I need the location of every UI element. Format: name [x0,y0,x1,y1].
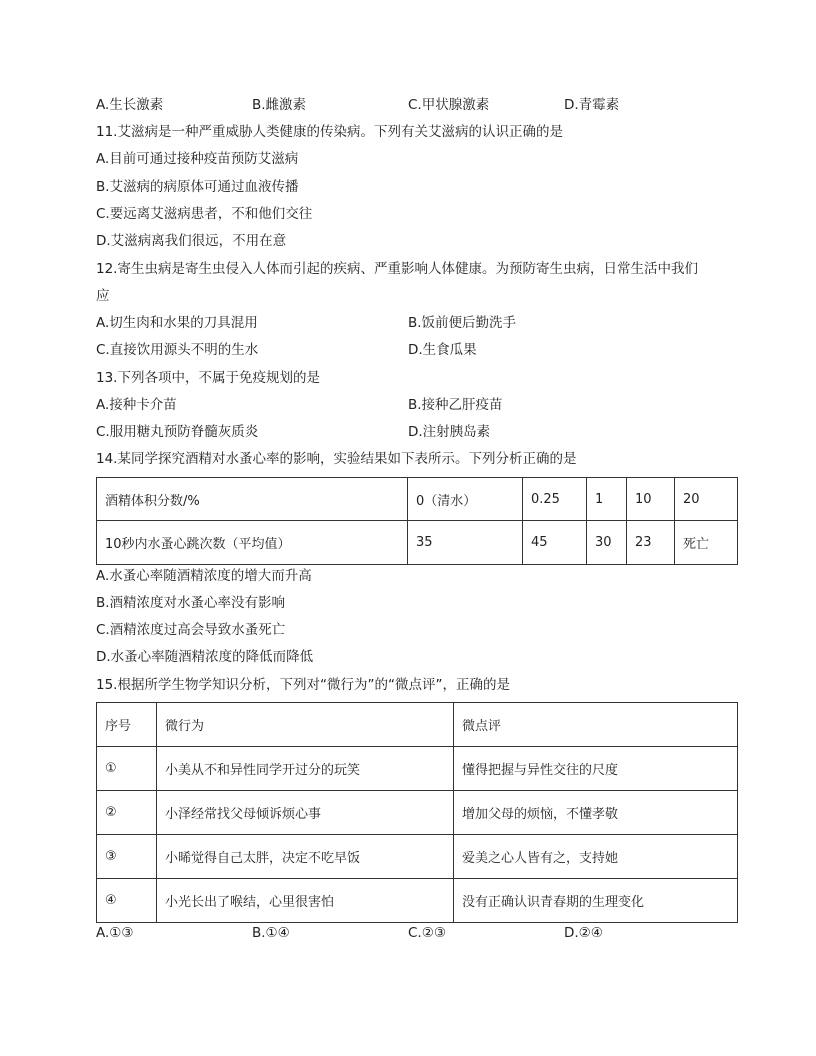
q11-option-c: C.要远离艾滋病患者，不和他们交往 [96,206,313,222]
table-cell: ② [97,791,157,835]
q13-option-c: C.服用糖丸预防脊髓灰质炎 [96,424,259,440]
q15-stem: 15.根据所学生物学知识分析，下列对“微行为”的“微点评”，正确的是 [96,677,510,693]
table-cell: 增加父母的烦恼，不懂孝敬 [454,791,738,835]
table-cell: 10秒内水蚤心跳次数（平均值） [97,521,408,565]
q12-stem-line2: 应 [96,288,110,304]
table-cell: ① [97,747,157,791]
q11-option-d: D.艾滋病离我们很远，不用在意 [96,233,287,249]
q11-option-a: A.目前可通过接种疫苗预防艾滋病 [96,151,299,167]
table-cell: 爱美之心人皆有之，支持她 [454,835,738,879]
q10-option-b: B.雌激素 [252,97,307,113]
q12-option-c: C.直接饮用源头不明的生水 [96,342,259,358]
table-cell: 微行为 [157,703,454,747]
table-row [97,521,738,565]
table-row [97,879,738,923]
table-cell: 死亡 [675,521,738,565]
q12-option-a: A.切生肉和水果的刀具混用 [96,315,258,331]
q11-option-b: B.艾滋病的病原体可通过血液传播 [96,179,299,195]
q14-option-c: C.酒精浓度过高会导致水蚤死亡 [96,622,286,638]
table-cell: 没有正确认识青春期的生理变化 [454,879,738,923]
table-cell: 小晞觉得自己太胖，决定不吃早饭 [157,835,454,879]
table-cell: 30 [587,521,627,565]
q14-option-a: A.水蚤心率随酒精浓度的增大而升高 [96,568,312,584]
q14-option-b: B.酒精浓度对水蚤心率没有影响 [96,595,286,611]
table-cell: 序号 [97,703,157,747]
q13-option-d: D.注射胰岛素 [408,424,491,440]
q13-option-b: B.接种乙肝疫苗 [408,397,503,413]
table-cell: 酒精体积分数/% [97,478,408,521]
q12-stem-line1: 12.寄生虫病是寄生虫侵入人体而引起的疾病、严重影响人体健康。为预防寄生虫病，日常生活中我们 [96,261,698,277]
q14-stem: 14.某同学探究酒精对水蚤心率的影响，实验结果如下表所示。下列分析正确的是 [96,451,577,467]
table-cell: ④ [97,879,157,923]
table-cell: 0.25 [523,478,587,521]
q12-option-d: D.生食瓜果 [408,342,477,358]
table-row [97,478,738,521]
table-cell: 微点评 [454,703,738,747]
table-cell: 1 [587,478,627,521]
table-cell: ③ [97,835,157,879]
table-cell: 小美从不和异性同学开过分的玩笑 [157,747,454,791]
q10-option-c: C.甲状腺激素 [408,97,490,113]
q10-option-a: A.生长激素 [96,97,164,113]
table-cell: 20 [675,478,738,521]
table-cell: 35 [408,521,523,565]
q15-option-a: A.①③ [96,925,134,941]
table-cell: 10 [627,478,675,521]
table-cell: 45 [523,521,587,565]
q15-option-d: D.②④ [564,925,603,941]
q13-option-a: A.接种卡介苗 [96,397,177,413]
table-cell: 小泽经常找父母倾诉烦心事 [157,791,454,835]
q10-option-d: D.青霉素 [564,97,620,113]
table-cell: 小光长出了喉结，心里很害怕 [157,879,454,923]
table-cell: 0（清水） [408,478,523,521]
q15-option-c: C.②③ [408,925,446,941]
q14-option-d: D.水蚤心率随酒精浓度的降低而降低 [96,649,314,665]
table-row [97,791,738,835]
table-row [97,703,738,747]
q15-option-b: B.①④ [252,925,290,941]
q13-stem: 13.下列各项中，不属于免疫规划的是 [96,370,320,386]
q15-table [96,702,738,923]
q12-option-b: B.饭前便后勤洗手 [408,315,517,331]
table-row [97,747,738,791]
table-cell: 23 [627,521,675,565]
table-row [97,835,738,879]
q11-stem: 11.艾滋病是一种严重威胁人类健康的传染病。下列有关艾滋病的认识正确的是 [96,124,563,140]
table-cell: 懂得把握与异性交往的尺度 [454,747,738,791]
q14-table [96,477,738,565]
